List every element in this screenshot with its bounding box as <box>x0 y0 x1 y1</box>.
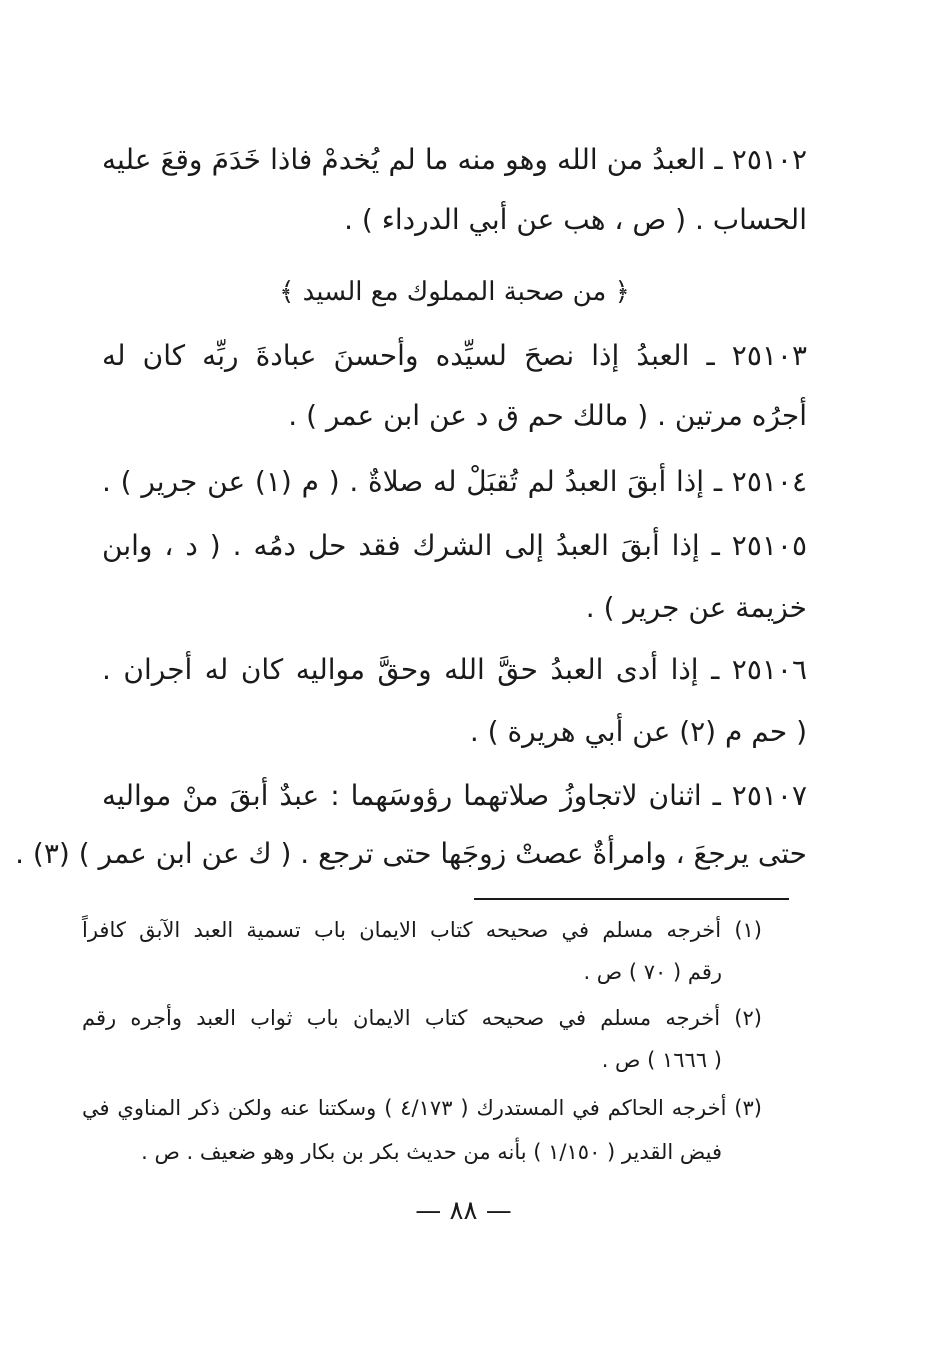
footnote-1-line-1: (١) أخرجه مسلم في صحيحه كتاب الايمان باب تسمية العبد الآبق كافراً <box>82 918 762 942</box>
hadith-25102-line-1: ٢٥١٠٢ ـ العبدُ من الله وهو منه ما لم يُخدمْ فاذا خَدَمَ وقعَ عليه <box>102 143 807 176</box>
footnote-3-line-2: فيض القدير ( ١/١٥٠ ) بأنه من حديث بكر بن بكار وهو ضعيف . ص . <box>141 1140 722 1164</box>
page-number: — ٨٨ — <box>415 1196 512 1226</box>
footnote-1-line-2: رقم ( ٧٠ ) ص . <box>583 960 722 984</box>
hadith-25107-line-1: ٢٥١٠٧ ـ اثنان لاتجاوزُ صلاتهما رؤوسَهما : عبدٌ أبقَ منْ مواليه <box>102 779 807 812</box>
section-heading: ﴿ من صحبة المملوك مع السيد ﴾ <box>279 277 630 307</box>
hadith-25107-line-2: حتى يرجعَ ، وامرأةٌ عصتْ زوجَها حتى ترجع . ( ك عن ابن عمر ) (٣) . <box>15 837 807 870</box>
hadith-25103-line-1: ٢٥١٠٣ ـ العبدُ إذا نصحَ لسيِّده وأحسنَ عبادةَ ربِّه كان له <box>102 339 807 372</box>
hadith-25102-line-2: الحساب . ( ص ، هب عن أبي الدرداء ) . <box>344 203 807 236</box>
hadith-25103-line-2: أجرُه مرتين . ( مالك حم ق د عن ابن عمر ) . <box>288 399 807 432</box>
hadith-25106-line-1: ٢٥١٠٦ ـ إذا أدى العبدُ حقَّ الله وحقَّ مواليه كان له أجران . <box>102 653 807 686</box>
hadith-25106-line-2: ( حم م (٢) عن أبي هريرة ) . <box>469 715 807 748</box>
footnote-3-line-1: (٣) أخرجه الحاكم في المستدرك ( ٤/١٧٣ ) وسكتنا عنه ولكن ذكر المناوي في <box>82 1096 762 1120</box>
footnote-2-line-1: (٢) أخرجه مسلم في صحيحه كتاب الايمان باب ثواب العبد وأجره رقم <box>82 1006 762 1030</box>
footnote-2-line-2: ( ١٦٦٦ ) ص . <box>601 1048 722 1072</box>
footnote-separator <box>474 898 789 900</box>
hadith-25105-line-2: خزيمة عن جرير ) . <box>585 591 807 624</box>
hadith-25104-line-1: ٢٥١٠٤ ـ إذا أبقَ العبدُ لم تُقبَلْ له صلاةٌ . ( م (١) عن جرير ) . <box>102 465 807 498</box>
hadith-25105-line-1: ٢٥١٠٥ ـ إذا أبقَ العبدُ إلى الشرك فقد حل دمُه . ( د ، وابن <box>102 529 807 562</box>
